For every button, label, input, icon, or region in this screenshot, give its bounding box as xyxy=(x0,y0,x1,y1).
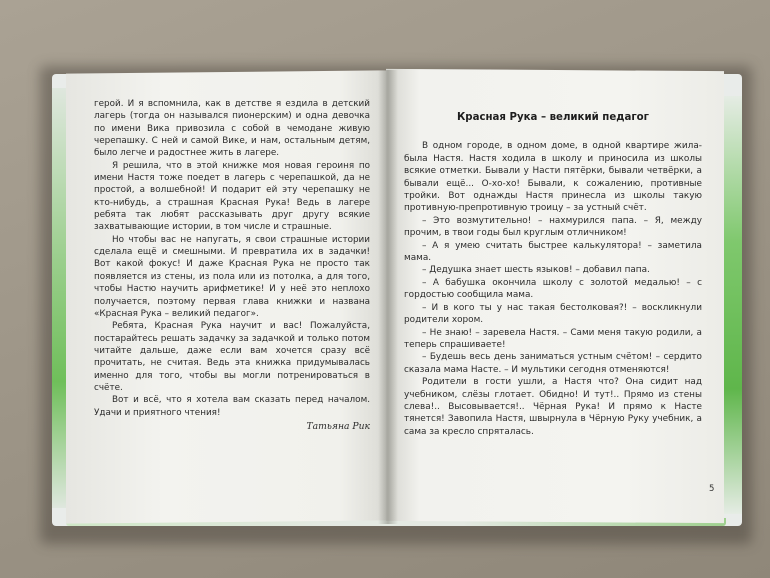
right-page-text xyxy=(404,112,702,438)
right-paragraph-7: – Не знаю! – заревела Настя. – Сами меня такую родили, а теперь спрашиваете! xyxy=(404,327,702,350)
chapter-title: Красная Рука – великий педагог xyxy=(456,112,649,123)
left-paragraph-3: Но чтобы вас не напугать, я свои страшные истории сделала ещё и смешными. И превратила их в задачки! Вот какой фокус! И даже Красная Рука не просто так появляется из стены, из пола или из потолка, а для того, чтобы Настю научить арифметике! И у неё это неплохо получается, поэтому первая глава книжки и названа «Красная Рука – великий педагог». xyxy=(94,234,370,319)
page-number: 5 xyxy=(709,484,715,494)
right-paragraph-2: – Это возмутительно! – нахмурился папа. – Я, между прочим, в твои годы был круглым отличником! xyxy=(404,215,702,239)
right-paragraph-9: Родители в гости ушли, а Настя что? Она сидит над учебником, слёзы глотает. Обидно! И тут!.. Прямо из стены слева!.. Высовывается!.. Чёрная Рука! И прямо к Насте тянется! Завопила Настя, швырнула в Чёрную Руку учебник, а сама за кресло спряталась. xyxy=(404,377,702,437)
left-page-text xyxy=(94,98,370,442)
left-paragraph-2: Я решила, что в этой книжке моя новая героиня по имени Настя тоже поедет в лагерь с черепашкой, да не простой, а волшебной! И подарит ей эту черепашку не кто-нибудь, а страшная Красная Рука! Ведь в лагере ребята так любят рассказывать друг другу всякие захватывающие истории, в том числе и страшные. xyxy=(94,160,370,233)
right-paragraph-3: – А я умею считать быстрее калькулятора! – заметила мама. xyxy=(404,240,702,264)
right-paragraph-8: – Будешь весь день заниматься устным счётом! – сердито сказала мама Насте. – И мультики сегодня отменяются! xyxy=(404,352,702,375)
left-paragraph-5: Вот и всё, что я хотела вам сказать перед началом. Удачи и приятного чтения! xyxy=(94,395,370,418)
author-signature: Татьяна Рик xyxy=(306,420,370,432)
right-paragraph-6: – И в кого ты у нас такая бестолковая?! – воскликнули родители хором. xyxy=(404,302,702,326)
left-paragraph-4: Ребята, Красная Рука научит и вас! Пожалуйста, постарайтесь решать задачку за задачкой и только потом читайте дальше, даже если вам хочется сразу всё прочитать, не считая. Ведь эта книжка придумывалась именно для того, чтобы вы могли потренироваться в счёте. xyxy=(94,321,370,393)
right-paragraph-4: – Дедушка знает шесть языков! – добавил папа. xyxy=(422,265,650,276)
right-paragraph-5: – А бабушка окончила школу с золотой медалью! – с гордостью сообщила мама. xyxy=(404,277,702,301)
book-gutter xyxy=(378,70,398,524)
cover-green-strip-right xyxy=(722,96,742,514)
left-paragraph-1: герой. И я вспомнила, как в детстве я ездила в детский лагерь (тогда он назывался пионерским) и одна девочка по имени Вика привозила с собой в чемодане живую черепашку. С ней и самой Вике, и нам, остальным детям, было легче и радостнее жить в лагере. xyxy=(94,99,370,159)
right-paragraph-1: В одном городе, в одном доме, в одной квартире жила-была Настя. Настя ходила в школу и приносила из школы всякие отметки. Бывали у Насти пятёрки, бывали четвёрки, а бывали ещё... О-хо-хо! Бывали, к сожалению, противные тройки. Вот однажды Настя принесла из школы такую противную-препротивную троицу – за устный счёт. xyxy=(404,141,702,214)
